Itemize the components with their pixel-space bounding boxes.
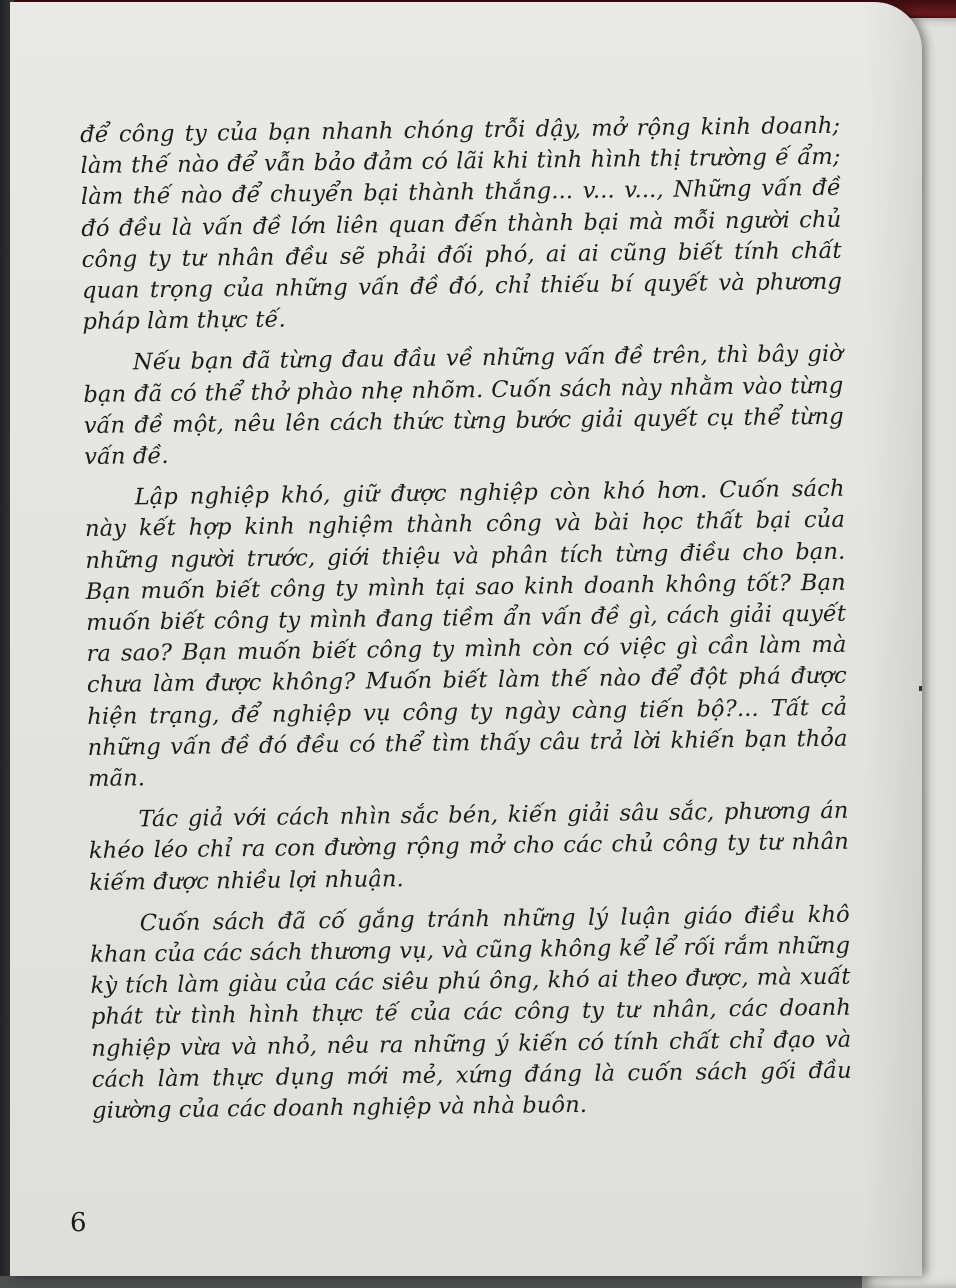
paragraph-2: Nếu bạn đã từng đau đầu về những vấn đề trên, thì bây giờ bạn đã có thể thở phào nhẹ nhõm. Cuốn sách này nhằm vào từng vấn đề một, nêu lên cách thức từng bước giải quyết cụ thể từng vấn đề. <box>83 341 844 471</box>
page-shadow <box>862 2 922 1276</box>
paragraph-4: Tác giả với cách nhìn sắc bén, kiến giải sâu sắc, phương án khéo léo chỉ ra con đường rộng mở cho các chủ công ty tư nhân kiếm được nhiều lợi nhuận. <box>88 797 850 896</box>
book-page <box>10 2 922 1276</box>
page-body <box>80 111 852 1138</box>
paragraph-1: để công ty của bạn nhanh chóng trỗi dậy, mở rộng kinh doanh; làm thế nào để vẫn bảo đảm có lãi khi tình hình thị trường ế ẩm; làm thế nào để chuyển bại thành thắng... v... v..., Những vấn đề đó đều là vấn đề lớn liên quan đến thành bại mà mỗi người chủ công ty tư nhân đều sẽ phải đối phó, ai ai cũng biết tính chất quan trọng của những vấn đề đó, chỉ thiếu bí quyết và phương pháp làm thực tế. <box>80 112 843 336</box>
ink-speck <box>919 686 922 691</box>
page-number: 6 <box>70 1208 87 1238</box>
paragraph-5: Cuốn sách đã cố gắng tránh những lý luận giáo điều khô khan của các sách thương vụ, và cũng không kể lể rối rắm những kỳ tích làm giàu của các siêu phú ông, khó ai theo được, mà xuất phát từ tình hình thực tế của các công ty tư nhân, các doanh nghiệp vừa và nhỏ, nêu ra những ý kiến có tính chất chỉ đạo và cách làm thực dụng mới mẻ, xứng đáng là cuốn sách gối đầu giường của các doanh nghiệp và nhà buôn. <box>90 901 852 1125</box>
paragraph-3: Lập nghiệp khó, giữ được nghiệp còn khó hơn. Cuốn sách này kết hợp kinh nghiệm thành công và bài học thất bại của những người trước, giới thiệu và phân tích từng điều cho bạn. Bạn muốn biết công ty mình tại sao kinh doanh không tốt? Bạn muốn biết công ty mình đang tiềm ẩn vấn đề gì, cách giải quyết ra sao? Bạn muốn biết công ty mình còn có việc gì cần làm mà chưa làm được không? Muốn biết làm thế nào để đột phá được hiện trạng, để nghiệp vụ công ty ngày càng tiến bộ?... Tất cả những vấn đề đó đều có thể tìm thấy câu trả lời khiến bạn thỏa mãn. <box>84 475 848 793</box>
